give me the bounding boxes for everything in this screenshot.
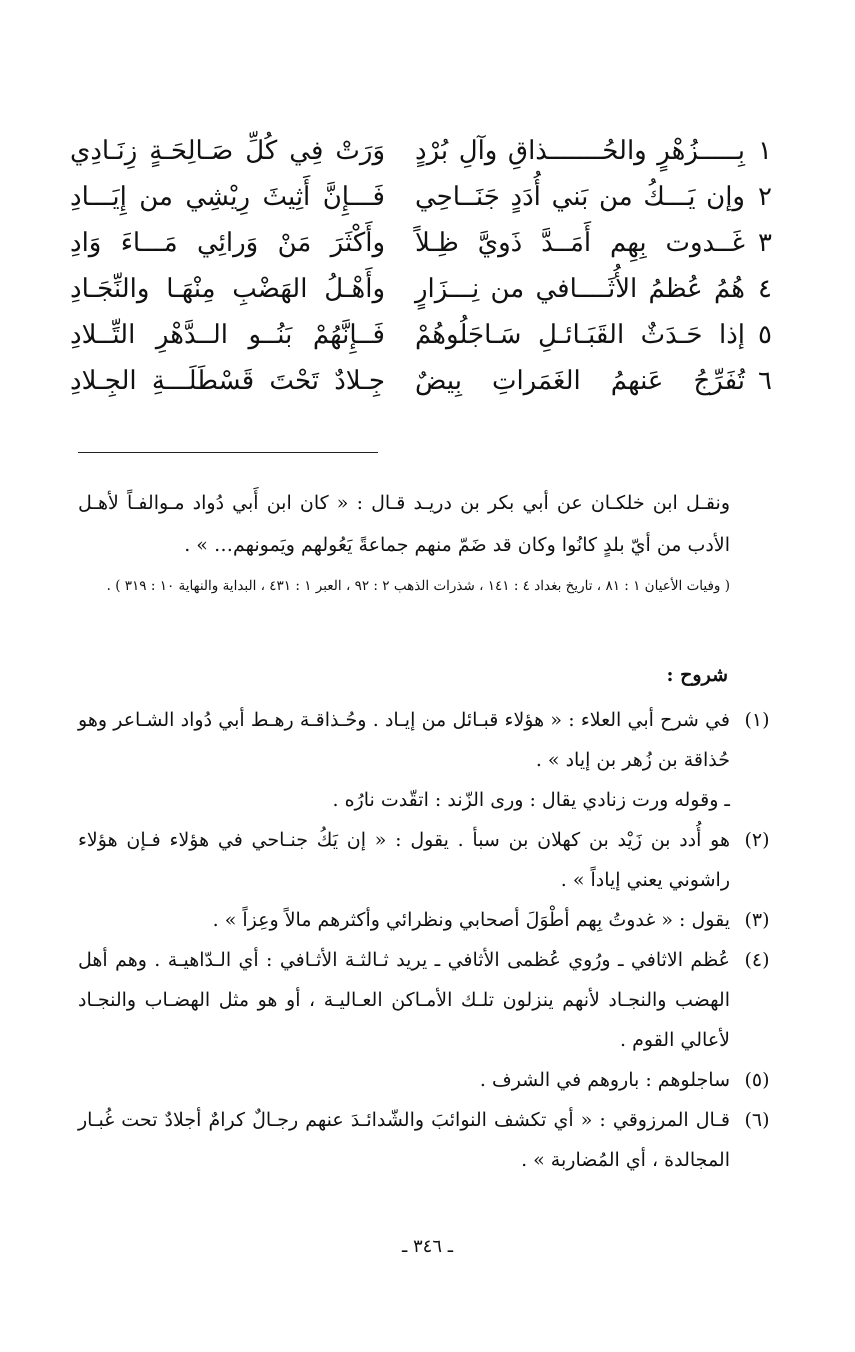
commentary-text: في شرح أبي العلاء : « هؤلاء قبـائل من إيـاد . وحُـذاقـة رهـط أبي دُواد الشـاعر وهو حُذاقة بن زُهر بن إياد » . (78, 709, 730, 771)
verse-first-hemistich: وإن يَـــكُ من بَني أُدَدٍ جَنَــاحِي (415, 182, 745, 212)
commentary-item (78, 820, 784, 900)
commentary-number: (٤) (744, 949, 770, 971)
verse-number: ٤ (758, 274, 772, 304)
commentary-number: (١) (744, 709, 770, 731)
verse-row (70, 312, 785, 358)
verse-number: ٥ (758, 320, 772, 350)
verse-second-hemistich: جِـلادٌ تَحْتَ قَسْطَلَـــةِ الجِـلادِ (70, 366, 385, 396)
verse-second-hemistich: وأَهْـلُ الهَضْبِ مِنْهَـا والنِّجَـادِ (70, 274, 385, 304)
verse-first-hemistich: تُفَرِّجُ عَنهمُ الغَمَراتِ بِيضٌ (415, 366, 745, 396)
commentary-text: هو أُدد بن زَيْد بن كهلان بن سبأ . يقول : « إن يَكُ جنـاحي في هؤلاء فـإن هؤلاء راشوني يعني إياداً » . (78, 829, 730, 891)
verse-number: ٦ (758, 366, 772, 396)
poem-block (70, 128, 785, 404)
commentary-item (78, 700, 784, 780)
verse-row (70, 358, 785, 404)
commentary-item (78, 900, 784, 940)
commentary-item (78, 940, 784, 1060)
commentary-text: عُظم الاثافي ـ ورُوي عُظمى الأثافي ـ يريد ثـالثـة الأثـافي : أي الـدّاهيـة . وهم أهل الهضب والنجـاد لأنهم ينزلون تلـك الأمـاكن العـاليـة ، أو هو مثل الهضـاب والنجـاد لأعالي القوم . (78, 949, 730, 1051)
commentary-number: (٣) (744, 909, 770, 931)
commentary-number: (٦) (744, 1109, 770, 1131)
page-number: ـ ٣٤٦ ـ (401, 1236, 453, 1257)
verse-first-hemistich: هُمُ عُظمُ الأُثَــــافي من نِـــزَارٍ (415, 274, 745, 304)
verse-second-hemistich: وَرَتْ فِي كُلِّ صَـالِحَـةٍ زِنَـادِي (70, 136, 385, 166)
separator-rule (78, 452, 378, 453)
commentary-number: (٥) (744, 1069, 770, 1091)
references: ( وفيات الأعيان ١ : ٨١ ، تاريخ بغداد ٤ : ١٤١ ، شذرات الذهب ٢ : ٩٢ ، العبر ١ : ٤٣١ ، البداية والنهاية ١٠ : ٣١٩ ) . (106, 578, 730, 594)
commentary-title: شروح : (666, 664, 728, 686)
verse-number: ٣ (758, 228, 772, 258)
verse-row (70, 266, 785, 312)
verse-first-hemistich: بِـــــزُهْرٍ والحُـــــــذاقِ وآلِ بُرْدٍ (415, 136, 745, 166)
commentary-text: يقول : « غدوتُ بِهم أطْوَلَ أصحابي ونظرائي وأكثرهم مالاً وعِزاً » . (212, 909, 730, 931)
verse-number: ٢ (758, 182, 772, 212)
note-text: ونقـل ابن خلكـان عن أبي بكر بن دريـد قـال : « كان ابن أَبي دُواد مـوالفـاً لأهـل الأدب من أيّ بلدٍ كانُوا وكان قد ضَمّ منهم جماعةً يَعُولهم ويَمونهم… » . (78, 492, 730, 556)
commentary-number: (٢) (744, 829, 770, 851)
verse-row (70, 174, 785, 220)
verse-number: ١ (758, 136, 772, 166)
note-block (78, 482, 730, 600)
commentary-item (78, 1060, 784, 1100)
verse-first-hemistich: غَــدوت بِهِم أَمَــدَّ ذَويَّ ظِـلاً (415, 228, 745, 258)
verse-second-hemistich: فَــإِنَّهُمْ بَنُــو الــدَّهْرِ التِّــلادِ (70, 320, 385, 350)
commentary-item (78, 1100, 784, 1180)
commentary-continuation: ـ وقوله ورت زنادي يقال : ورى الزّند : اتقّدت نارُه . (332, 789, 730, 811)
verse-first-hemistich: إذا حَـدَثٌ القَبَـائـلِ سَـاجَلُوهُمْ (415, 320, 745, 350)
verse-second-hemistich: وأَكْثَرَ مَنْ وَرائِي مَـــاءَ وَادِ (70, 228, 385, 258)
commentary-list (78, 700, 784, 1180)
verse-second-hemistich: فَـــإِنَّ أَثِيثَ رِيْشِي من إِيَـــادِ (70, 182, 385, 212)
commentary-text: قـال المرزوقي : « أي تكشف النوائبَ والشّدائـدَ عنهم رجـالٌ كرامٌ أجلادٌ تحت غُبـار المجالدة ، أي المُضاربة » . (78, 1109, 730, 1171)
verse-row (70, 128, 785, 174)
commentary-text: ساجلوهم : باروهم في الشرف . (479, 1069, 730, 1091)
verse-row (70, 220, 785, 266)
